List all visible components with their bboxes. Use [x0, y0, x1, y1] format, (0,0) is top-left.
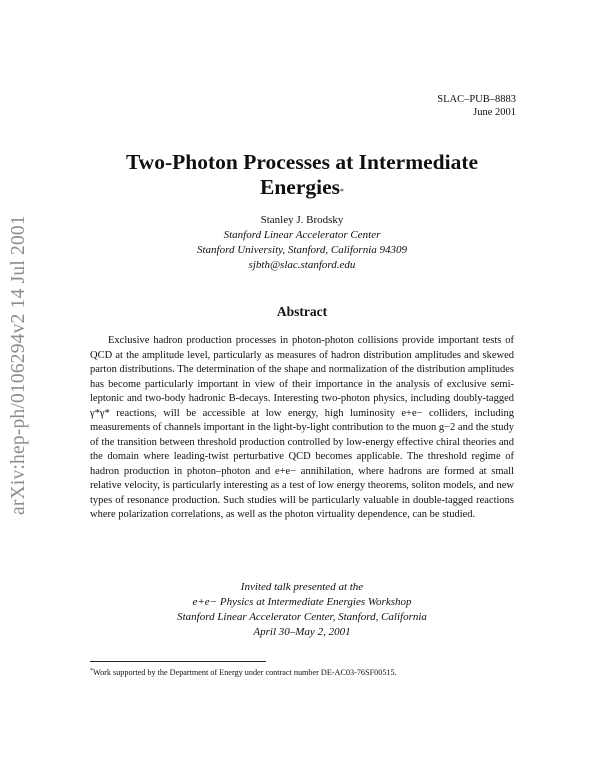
- footnote-text: Work supported by the Department of Energy under contract number DE-AC03-76SF00515.: [93, 668, 397, 677]
- invited-line-4: April 30–May 2, 2001: [253, 626, 351, 638]
- report-info: [437, 93, 516, 119]
- author-email: sjbth@slac.stanford.edu: [248, 259, 356, 271]
- invited-line-3: Stanford Linear Accelerator Center, Stanford, California: [177, 611, 427, 623]
- report-date: June 2001: [473, 107, 516, 118]
- author-name: Stanley J. Brodsky: [260, 214, 344, 226]
- footnote-mark: *: [90, 668, 93, 674]
- abstract-text: Exclusive hadron production processes in photon-photon collisions provide important tests of QCD at the amplitude level, particularly as measures of hadron distribution amplitudes and skewed parton distributions. The determination of the shape and normalization of the distribution amplitudes has become particularly important in view of their importance in the analysis of exclusive semi-leptonic and two-body hadronic B-decays. Interesting two-photon physics, including doubly-tagged γ*γ* reactions, will be accessible at low energy, high luminosity e+e− colliders, including measurements of channels important in the light-by-light contribution to the muon g−2 and the study of the transition between threshold production controlled by low-energy effective chiral theories and the domain where leading-twist perturbative QCD becomes applicable. The threshold regime of hadron production in photon–photon and e+e− annihilation, where hadrons are formed at small relative velocity, is particularly interesting as a test of low energy theorems, soliton models, and new types of resonance production. Such studies will be particularly valuable in double-tagged reactions where polarization correlations, as well as the photon virtuality dependence, can be studied.: [90, 335, 514, 520]
- title-line-2: [90, 175, 514, 200]
- author-block: [90, 213, 514, 273]
- paper-title: [90, 150, 514, 200]
- invited-talk-note: [90, 580, 514, 640]
- arxiv-identifier-stamp: arXiv:hep-ph/0106294v2 14 Jul 2001: [8, 215, 29, 515]
- title-line-1: Two-Photon Processes at Intermediate: [125, 150, 479, 174]
- footnote: [90, 667, 520, 678]
- abstract-heading: Abstract: [276, 304, 328, 319]
- invited-line-2: e+e− Physics at Intermediate Energies Workshop: [192, 596, 412, 608]
- report-number: SLAC–PUB–8883: [437, 94, 516, 105]
- invited-line-1: Invited talk presented at the: [240, 581, 364, 593]
- title-line-2-text: Energies: [259, 175, 341, 199]
- author-institution: Stanford Linear Accelerator Center: [223, 229, 381, 241]
- author-address: Stanford University, Stanford, California 94309: [196, 244, 408, 256]
- footnote-rule: [90, 661, 266, 662]
- title-footnote-mark: *: [340, 187, 345, 196]
